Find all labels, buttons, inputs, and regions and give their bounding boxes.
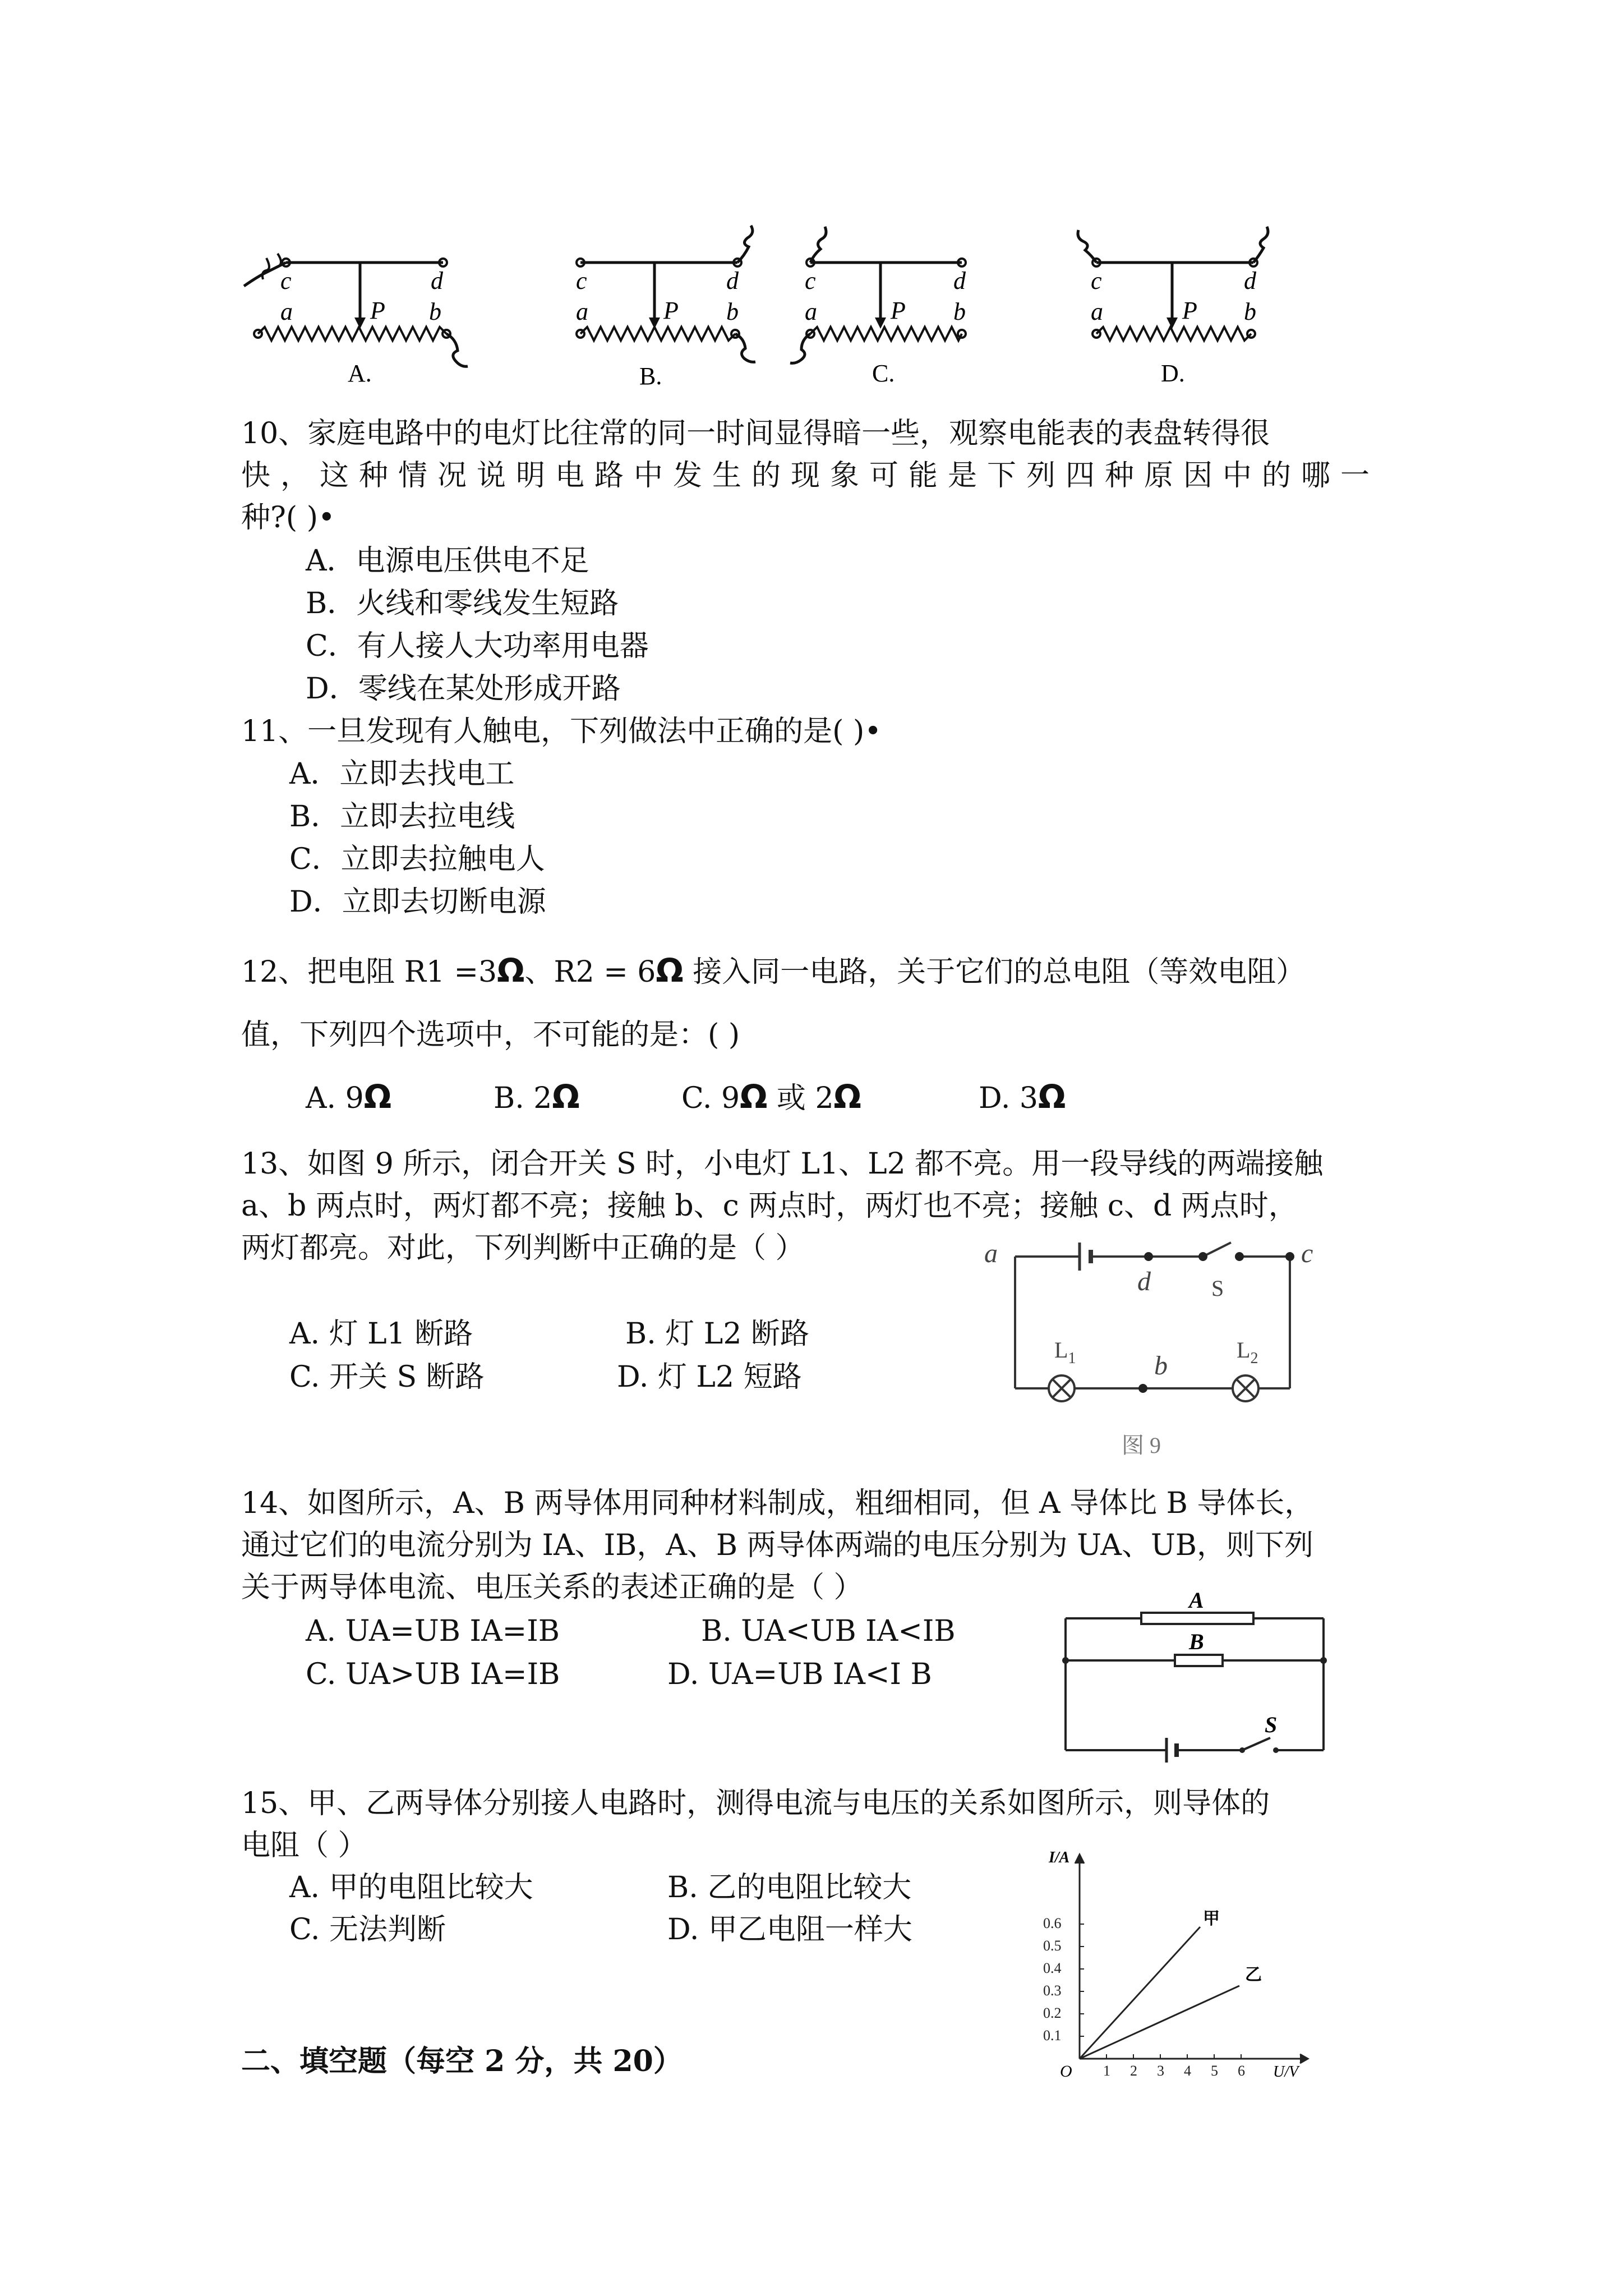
q11-option-a: A．立即去找电工	[289, 757, 515, 791]
x-tick: 4	[1184, 2063, 1191, 2079]
y-tick: 0.1	[1043, 2027, 1062, 2044]
q13-option-b: B. 灯 L2 断路	[625, 1317, 809, 1351]
q13-stem-line1: 13、如图 9 所示，闭合开关 S 时，小电灯 L1、L2 都不亮。用一段导线的两端接触	[241, 1147, 1324, 1181]
svg-text:c: c	[576, 267, 587, 295]
q14-stem-line3: 关于两导体电流、电压关系的表述正确的是（ ）	[241, 1571, 863, 1604]
svg-text:B.: B.	[639, 362, 662, 390]
svg-text:d: d	[1137, 1267, 1151, 1296]
svg-text:S: S	[1265, 1712, 1278, 1737]
q12-text-part2: 、R2 = 6	[524, 955, 656, 989]
svg-text:b: b	[726, 298, 739, 325]
rheostat-diagram-b	[576, 226, 755, 390]
section-2-heading: 二、填空题（每空 2 分，共 20）	[241, 2044, 683, 2078]
q12-text-part3: 接入同一电路，关于它们的总电阻（等效电阻）	[683, 955, 1306, 989]
svg-text:A: A	[1189, 1588, 1204, 1613]
y-tick: 0.6	[1043, 1915, 1062, 1931]
figure-9-circuit	[976, 1223, 1335, 1475]
q13-option-a: A. 灯 L1 断路	[289, 1317, 473, 1351]
svg-text:P: P	[370, 297, 385, 324]
svg-text:d: d	[1244, 267, 1256, 295]
q10-stem-line3: 种?( )•	[241, 501, 335, 535]
svg-text:c: c	[1301, 1239, 1313, 1268]
svg-text:b: b	[1244, 298, 1256, 325]
x-tick: 5	[1211, 2063, 1218, 2079]
svg-text:P: P	[891, 297, 906, 324]
x-tick: 2	[1130, 2063, 1137, 2079]
x-axis-label: U/V	[1273, 2063, 1299, 2081]
origin-label: O	[1060, 2062, 1072, 2081]
svg-text:L1: $L_1$	[1054, 1337, 1076, 1367]
y-tick: 0.4	[1043, 1960, 1062, 1976]
svg-text:b: b	[1154, 1351, 1168, 1381]
q11-option-c: C．立即去拉触电人	[289, 843, 545, 876]
ohm-symbol: Ω	[740, 1078, 768, 1116]
q10-option-a: A．电源电压供电不足	[306, 544, 589, 578]
svg-text:B: B	[1189, 1629, 1204, 1654]
q13-stem-line3: 两灯都亮。对此，下列判断中正确的是（ ）	[241, 1231, 805, 1265]
svg-text:D.: D.	[1161, 360, 1185, 387]
svg-text:P: P	[663, 297, 679, 324]
rheostat-diagram-a	[244, 254, 468, 387]
q11-option-b: B．立即去拉电线	[289, 800, 515, 834]
q10-option-d: D．零线在某处形成开路	[306, 672, 621, 706]
svg-text:a: a	[984, 1239, 998, 1268]
q14-option-c: C. UA>UB IA=IB	[306, 1658, 560, 1691]
q15-stem-line2: 电阻（ ）	[241, 1829, 367, 1862]
svg-text:图 9: 图 9	[1122, 1433, 1161, 1458]
ohm-symbol: Ω	[656, 951, 684, 990]
x-tick: 3	[1157, 2063, 1164, 2079]
q12-stem-line1	[241, 951, 1305, 992]
q15-option-d: D. 甲乙电阻一样大	[667, 1913, 912, 1947]
svg-text:c: c	[805, 267, 816, 295]
svg-text:a: a	[1091, 298, 1103, 325]
q12-text-part1: 12、把电阻 R1 =3	[241, 955, 497, 989]
rheostat-diagram-c	[790, 227, 966, 387]
q15-option-a: A. 甲的电阻比较大	[289, 1871, 533, 1904]
q13-option-d: D. 灯 L2 短路	[617, 1360, 802, 1394]
svg-text:a: a	[805, 298, 817, 325]
series-jia-label: 甲	[1203, 1910, 1220, 1928]
svg-text:c: c	[280, 267, 292, 295]
q12-option-c: C. 9Ω 或 2Ω	[681, 1078, 861, 1116]
rheostat-diagram-d	[1078, 227, 1268, 387]
svg-text:a: a	[576, 298, 588, 325]
rheostat-options-figure	[236, 213, 1290, 398]
ohm-symbol: Ω	[833, 1078, 861, 1116]
q10-stem-line1: 10、家庭电路中的电灯比往常的同一时间显得暗一些，观察电能表的表盘转得很	[241, 417, 1270, 450]
q11-option-d: D．立即去切断电源	[289, 885, 546, 919]
q15-iu-graph	[1026, 1840, 1340, 2092]
q15-option-c: C. 无法判断	[289, 1913, 446, 1947]
svg-text:d: d	[726, 267, 739, 295]
y-tick: 0.3	[1043, 1982, 1062, 1999]
svg-text:C.: C.	[872, 360, 895, 387]
q14-option-b: B. UA<UB IA<IB	[701, 1614, 956, 1648]
ohm-symbol: Ω	[1038, 1078, 1066, 1116]
svg-text:b: b	[429, 298, 441, 325]
q14-stem-line2: 通过它们的电流分别为 IA、IB，A、B 两导体两端的电压分别为 UA、UB，则下列	[241, 1529, 1314, 1562]
y-tick: 0.5	[1043, 1938, 1062, 1954]
svg-text:A.: A.	[348, 360, 372, 387]
q12-option-a: A. 9Ω	[306, 1078, 392, 1116]
x-tick: 1	[1103, 2063, 1110, 2079]
svg-text:b: b	[953, 298, 966, 325]
q12-option-d: D. 3Ω	[979, 1078, 1066, 1116]
series-yi-label: 乙	[1245, 1966, 1262, 1984]
q10-option-b: B．火线和零线发生短路	[306, 587, 619, 620]
q11-stem: 11、一旦发现有人触电，下列做法中正确的是( )•	[241, 715, 882, 748]
y-tick: 0.2	[1043, 2005, 1062, 2021]
q14-option-a: A. UA=UB IA=IB	[306, 1614, 560, 1648]
svg-text:d: d	[431, 267, 443, 295]
svg-text:S: S	[1211, 1276, 1224, 1301]
x-tick: 6	[1238, 2063, 1245, 2079]
ohm-symbol: Ω	[552, 1078, 580, 1116]
q15-option-b: B. 乙的电阻比较大	[667, 1871, 912, 1904]
q10-option-c: C．有人接人大功率用电器	[306, 629, 649, 663]
svg-text:P: P	[1182, 297, 1197, 324]
svg-text:d: d	[953, 267, 966, 295]
series-jia-line	[1080, 1927, 1200, 2059]
series-yi-line	[1080, 1986, 1239, 2059]
q12-option-b: B. 2Ω	[494, 1078, 580, 1116]
q13-stem-line2: a、b 两点时，两灯都不亮；接触 b、c 两点时，两灯也不亮；接触 c、d 两点时，	[241, 1189, 1298, 1223]
q14-option-d: D. UA=UB IA<I B	[667, 1658, 932, 1691]
q13-option-c: C. 开关 S 断路	[289, 1360, 485, 1394]
q14-circuit-figure	[1054, 1588, 1340, 1767]
q10-stem-line2: 快，这种情况说明电路中发生的现象可能是下列四种原因中的哪一	[241, 459, 1380, 493]
ohm-symbol: Ω	[497, 951, 525, 990]
svg-text:a: a	[280, 298, 293, 325]
y-axis-label: I/A	[1049, 1849, 1070, 1866]
q14-stem-line1: 14、如图所示，A、B 两导体用同种材料制成，粗细相同，但 A 导体比 B 导体长，	[241, 1487, 1314, 1520]
ohm-symbol: Ω	[363, 1078, 392, 1116]
q15-stem-line1: 15、甲、乙两导体分别接人电路时，测得电流与电压的关系如图所示，则导体的	[241, 1787, 1270, 1820]
svg-text:L2: $L_2$	[1237, 1337, 1258, 1367]
q12-stem-line2: 值，下列四个选项中，不可能的是：( )	[241, 1018, 740, 1052]
svg-text:c: c	[1091, 267, 1102, 295]
